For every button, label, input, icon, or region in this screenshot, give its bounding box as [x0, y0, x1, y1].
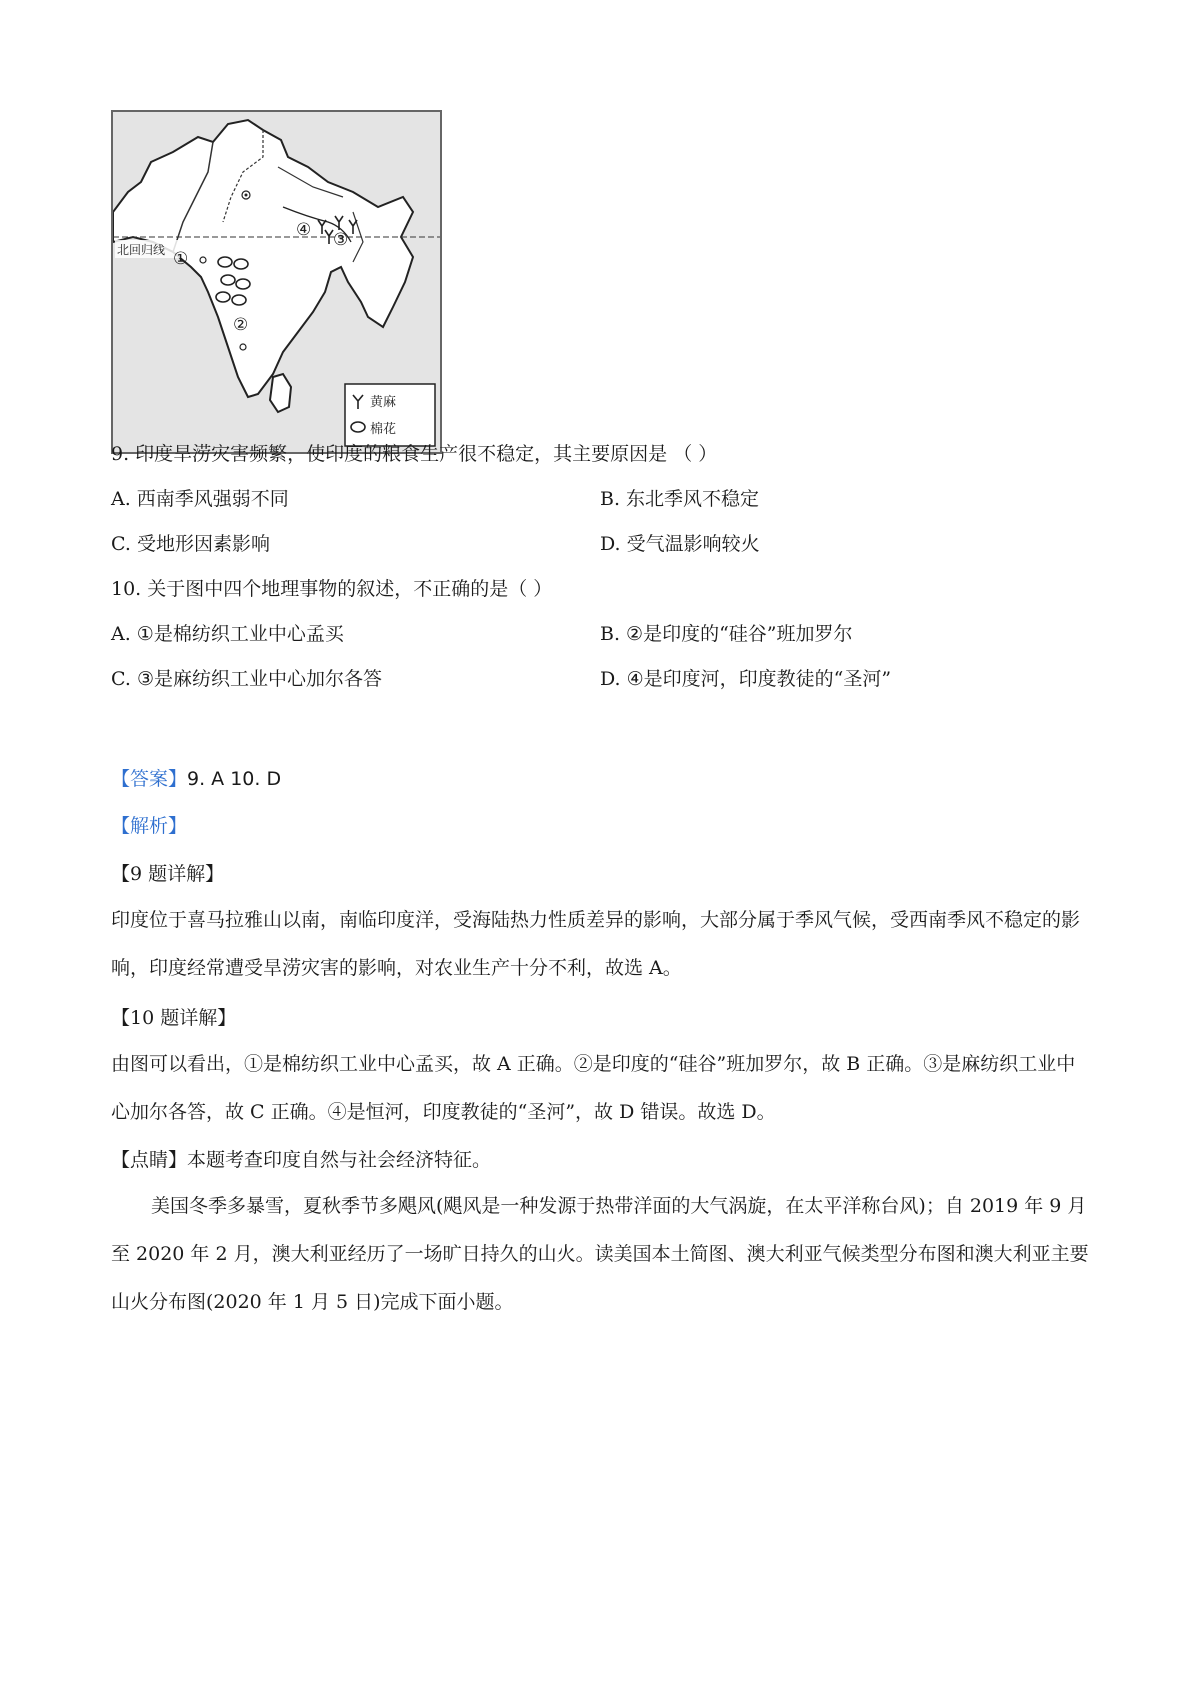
analysis-line	[111, 812, 187, 840]
detail9-label: 【9 题详解】	[111, 863, 225, 885]
marker-4: ④	[296, 220, 312, 240]
comment-line	[111, 1146, 491, 1174]
detail10-label: 【10 题详解】	[111, 1007, 237, 1029]
comment-text: 本题考查印度自然与社会经济特征。	[187, 1149, 492, 1171]
answer-label: 【答案】	[111, 768, 188, 790]
analysis-label: 【解析】	[111, 815, 188, 837]
q10-option-d: D. ④是印度河，印度教徒的“圣河”	[600, 668, 892, 690]
q10-option-c: C. ③是麻纺织工业中心加尔各答	[111, 668, 382, 690]
q9-option-c: C. 受地形因素影响	[111, 533, 270, 555]
q10-option-a: A. ①是棉纺织工业中心孟买	[111, 623, 344, 645]
india-map-figure	[111, 110, 442, 454]
answer-line	[111, 765, 281, 793]
answer-text: 9. A 10. D	[187, 768, 282, 790]
q9-option-d: D. 受气温影响较火	[600, 533, 760, 555]
q10-option-b: B. ②是印度的“硅谷”班加罗尔	[600, 623, 853, 645]
legend-jute-label: 黄麻	[370, 395, 397, 410]
passage-text: 美国冬季多暴雪，夏秋季节多飓风(飓风是一种发源于热带洋面的大气涡旋，在太平洋称台风)；自 2019 年 9 月至 2020 年 2 月，澳大利亚经历了一场旷日持久的山火。读美国本土简图、澳大利亚气候类型分布图和澳大利亚主要山火分布图(2020 年 1 月 5 日)完成下面小题。	[111, 1195, 1089, 1313]
legend-cotton-label: 棉花	[370, 422, 397, 437]
india-map-svg	[113, 112, 440, 452]
q10-stem: 10. 关于图中四个地理事物的叙述，不正确的是（ ）	[111, 578, 553, 600]
detail9-text: 印度位于喜马拉雅山以南，南临印度洋，受海陆热力性质差异的影响，大部分属于季风气候，受西南季风不稳定的影响，印度经常遭受旱涝灾害的影响，对农业生产十分不利，故选 A。	[111, 909, 1081, 979]
comment-label: 【点睛】	[111, 1149, 188, 1171]
cotton-icon	[351, 422, 365, 432]
marker-3: ③	[333, 230, 349, 250]
tropic-label: 北回归线	[117, 243, 166, 257]
q9-option-b: B. 东北季风不稳定	[600, 488, 760, 510]
marker-1: ①	[173, 249, 189, 269]
q9-option-a: A. 西南季风强弱不同	[111, 488, 289, 510]
q9-stem: 9. 印度旱涝灾害频繁，使印度的粮食生产很不稳定，其主要原因是 （ ）	[111, 443, 718, 465]
detail10-text: 由图可以看出，①是棉纺织工业中心孟买，故 A 正确。②是印度的“硅谷”班加罗尔，故 B 正确。③是麻纺织工业中心加尔各答，故 C 正确。④是恒河，印度教徒的“圣河”，故 D 错误。故选 D。	[111, 1053, 1076, 1123]
marker-2: ②	[233, 315, 249, 335]
